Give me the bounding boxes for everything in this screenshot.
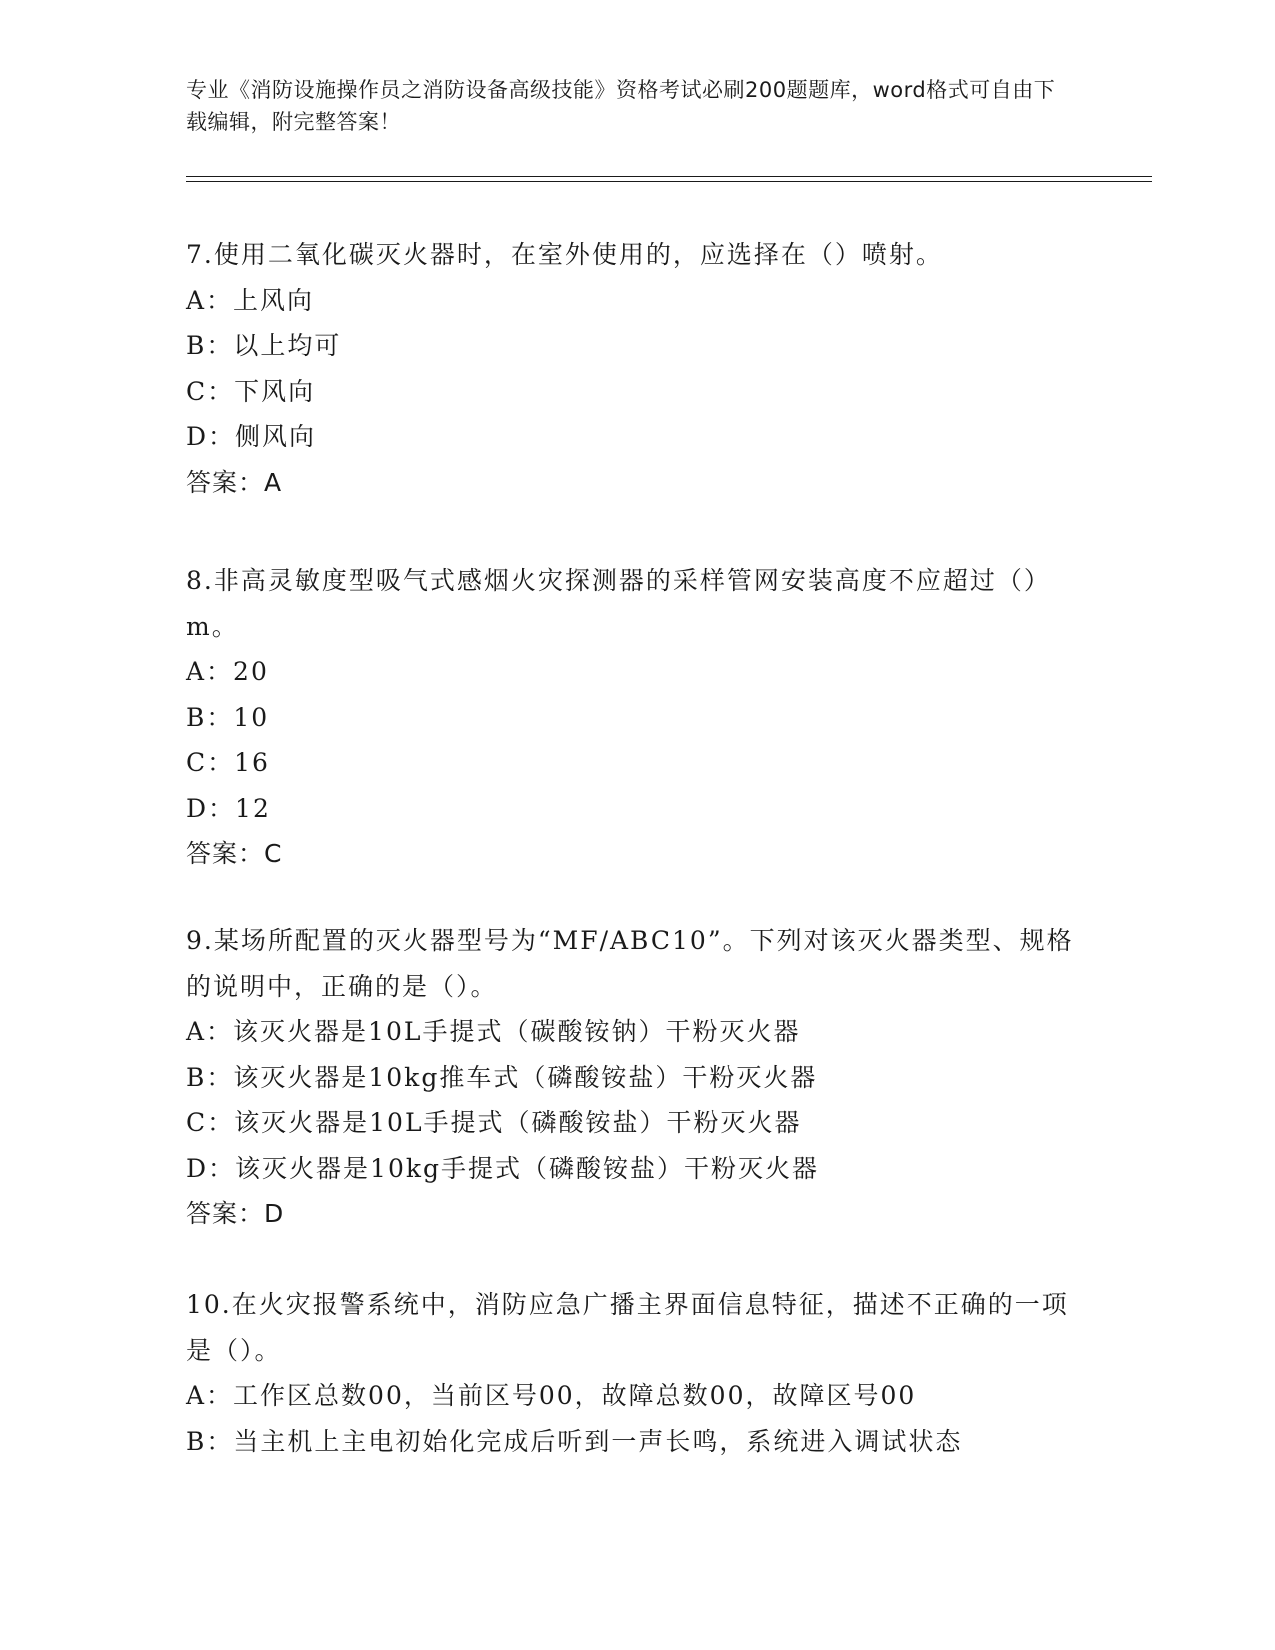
answer-line: 答案：D bbox=[186, 1199, 285, 1228]
option-b: B：以上均可 bbox=[186, 331, 342, 360]
option-d: D：侧风向 bbox=[186, 422, 317, 451]
option-d: D：该灭火器是10kg手提式（磷酸铵盐）干粉灭火器 bbox=[186, 1153, 820, 1183]
option-a: A：工作区总数00，当前区号00，故障总数00，故障区号00 bbox=[186, 1381, 917, 1410]
question-stem: 8.非高灵敏度型吸气式感烟火灾探测器的采样管网安装高度不应超过（）m。 bbox=[186, 566, 1051, 641]
option-b: B：10 bbox=[186, 702, 270, 732]
question-stem: 7.使用二氧化碳灭火器时，在室外使用的，应选择在（）喷射。 bbox=[186, 240, 943, 269]
option-c: C：16 bbox=[186, 748, 270, 777]
option-a: A：该灭火器是10L手提式（碳酸铵钠）干粉灭火器 bbox=[186, 1017, 801, 1046]
question-block bbox=[186, 558, 1086, 877]
answer-line: 答案：A bbox=[186, 467, 283, 497]
option-d: D：12 bbox=[186, 793, 271, 823]
question-stem: 10.在火灾报警系统中，消防应急广播主界面信息特征，描述不正确的一项是（）。 bbox=[186, 1290, 1069, 1365]
question-block bbox=[186, 232, 1086, 505]
document-header-intro: 专业《消防设施操作员之消防设备高级技能》资格考试必刷200题题库，word格式可自由下载编辑，附完整答案！ bbox=[186, 78, 1056, 134]
option-a: A：20 bbox=[186, 657, 269, 686]
option-b: B：当主机上主电初始化完成后听到一声长鸣，系统进入调试状态 bbox=[186, 1426, 963, 1456]
option-c: C：下风向 bbox=[186, 376, 316, 406]
answer-line: 答案：C bbox=[186, 839, 283, 868]
option-c: C：该灭火器是10L手提式（磷酸铵盐）干粉灭火器 bbox=[186, 1108, 802, 1137]
option-b: B：该灭火器是10kg推车式（磷酸铵盐）干粉灭火器 bbox=[186, 1062, 818, 1092]
header-divider bbox=[186, 176, 1152, 182]
question-stem: 9.某场所配置的灭火器型号为“MF/ABC10”。下列对该灭火器类型、规格的说明中，正确的是（）。 bbox=[186, 926, 1074, 1001]
question-block bbox=[186, 918, 1086, 1237]
question-block bbox=[186, 1282, 1086, 1464]
option-a: A：上风向 bbox=[186, 285, 315, 315]
